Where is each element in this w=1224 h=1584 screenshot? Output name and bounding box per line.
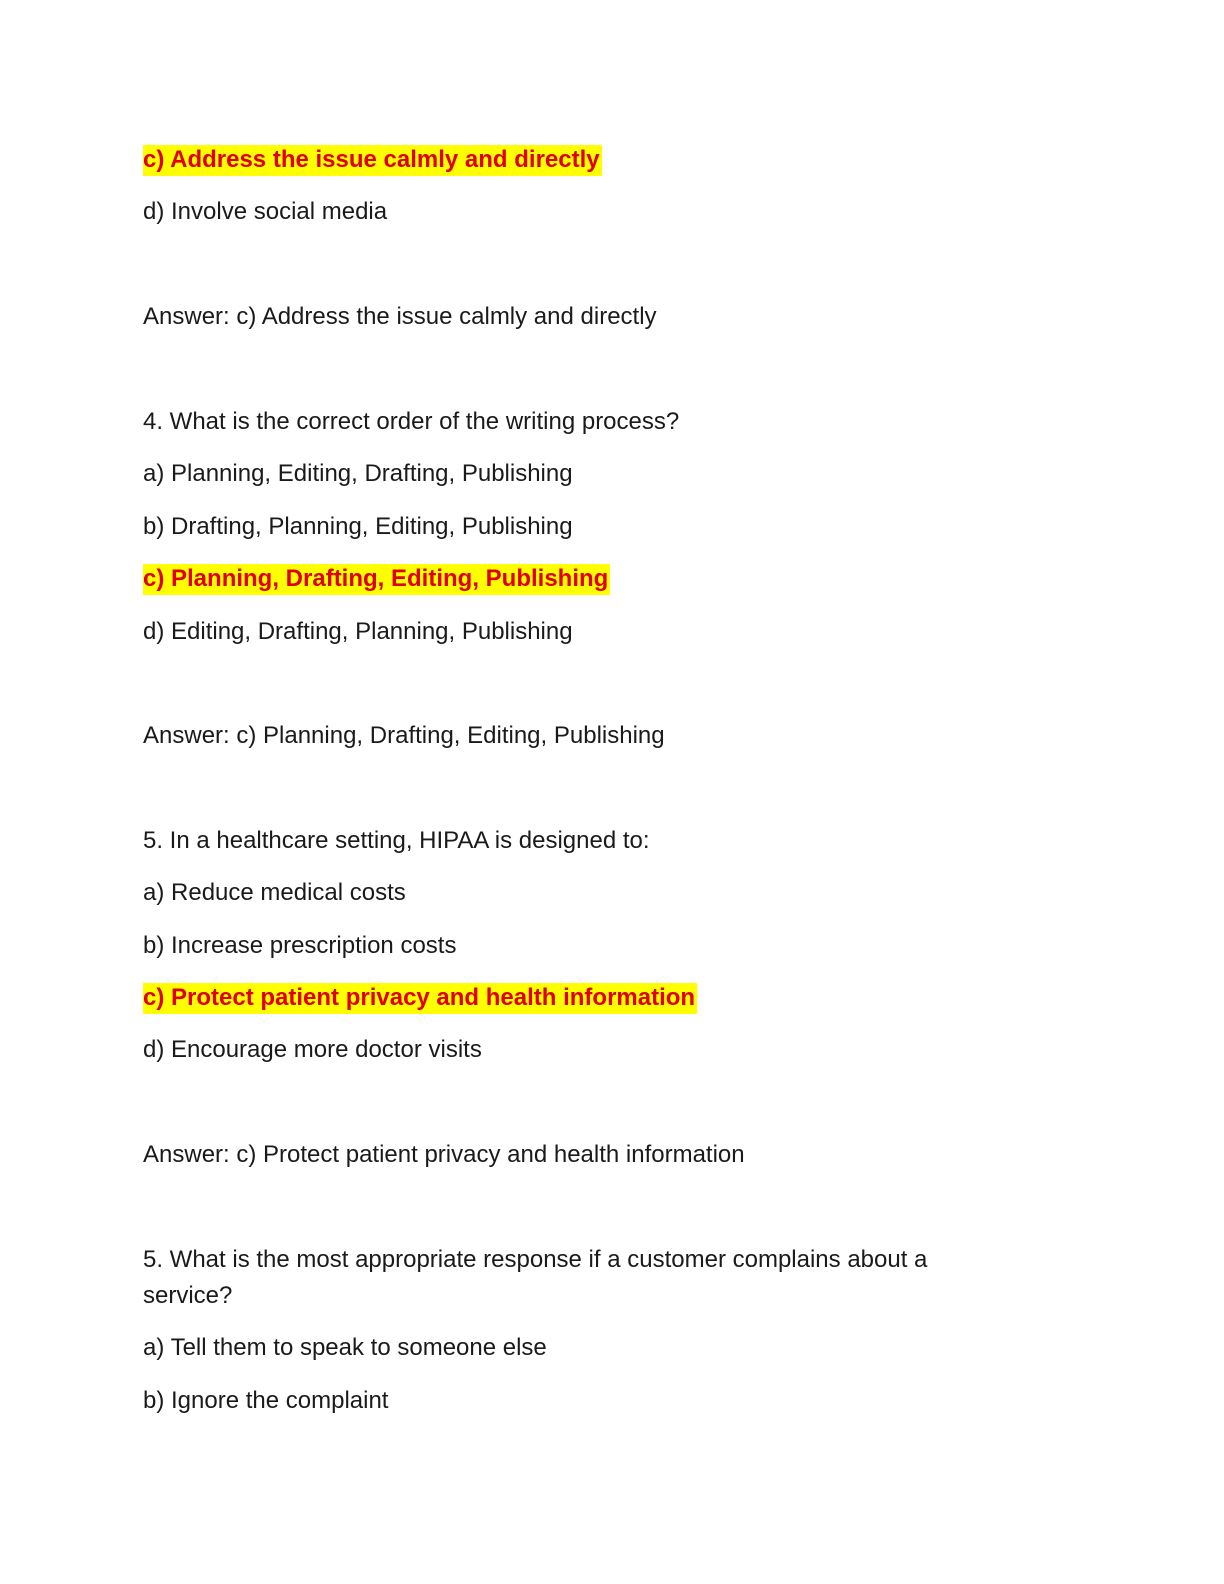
q3-option-d: d) Involve social media: [143, 198, 388, 225]
q6-option-b: b) Ignore the complaint: [143, 1387, 389, 1414]
q3-answer: Answer: c) Address the issue calmly and directly: [143, 303, 657, 330]
q5-option-c-correct: [143, 983, 697, 1013]
q5-option-d: d) Encourage more doctor visits: [143, 1036, 482, 1063]
q4-option-c-correct: [143, 564, 610, 594]
q4-question: 4. What is the correct order of the writing process?: [143, 408, 680, 435]
q5-question: 5. In a healthcare setting, HIPAA is designed to:: [143, 827, 650, 854]
highlighted-correct-answer: c) Planning, Drafting, Editing, Publishing: [143, 564, 610, 595]
q4-option-a: a) Planning, Editing, Drafting, Publishing: [143, 460, 573, 487]
q4-option-d: d) Editing, Drafting, Planning, Publishing: [143, 618, 573, 645]
q5-option-b: b) Increase prescription costs: [143, 932, 457, 959]
q4-answer: Answer: c) Planning, Drafting, Editing, Publishing: [143, 722, 665, 749]
q6-option-a: a) Tell them to speak to someone else: [143, 1334, 547, 1361]
q4-option-b: b) Drafting, Planning, Editing, Publishing: [143, 513, 573, 540]
q5-option-a: a) Reduce medical costs: [143, 879, 406, 906]
q3-option-c-correct: [143, 145, 602, 175]
highlighted-correct-answer: c) Address the issue calmly and directly: [143, 145, 602, 176]
q6-question: 5. What is the most appropriate response if a customer complains about a service?: [143, 1246, 928, 1309]
q5-answer: Answer: c) Protect patient privacy and health information: [143, 1141, 745, 1168]
highlighted-correct-answer: c) Protect patient privacy and health information: [143, 983, 697, 1014]
